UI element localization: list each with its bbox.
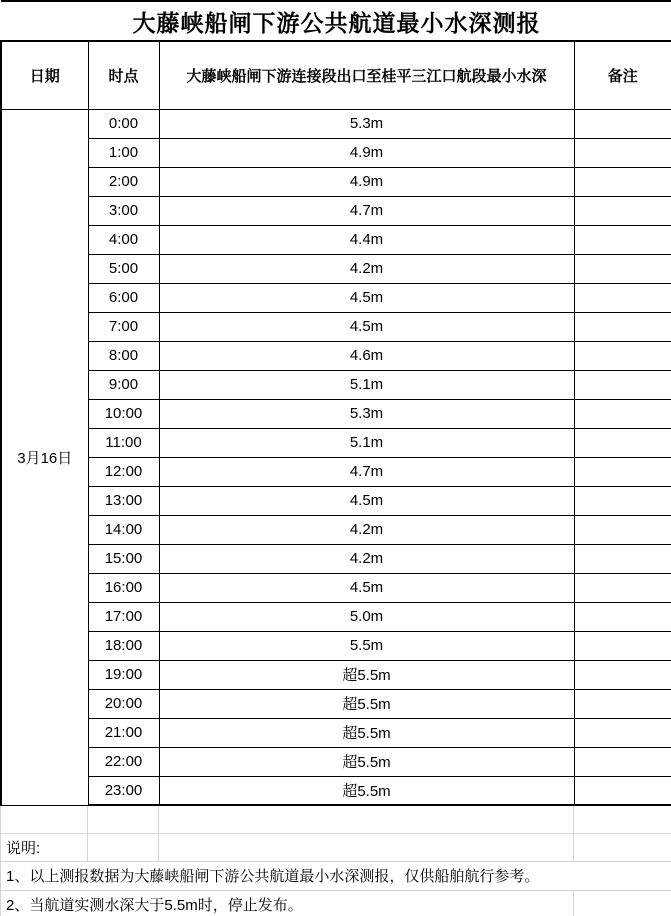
header-row bbox=[1, 41, 671, 109]
spacer-cell bbox=[574, 890, 671, 916]
time-cell: 15:00 bbox=[88, 544, 159, 573]
time-cell: 17:00 bbox=[88, 602, 159, 631]
table-row bbox=[1, 776, 671, 805]
table-body bbox=[1, 109, 671, 805]
depth-cell: 4.9m bbox=[159, 167, 574, 196]
depth-cell: 超5.5m bbox=[159, 660, 574, 689]
table-row bbox=[1, 196, 671, 225]
depth-cell: 超5.5m bbox=[159, 747, 574, 776]
note-row bbox=[1, 861, 671, 890]
column-header-remark: 备注 bbox=[574, 41, 671, 109]
time-cell: 16:00 bbox=[88, 573, 159, 602]
time-cell: 0:00 bbox=[88, 109, 159, 138]
remark-cell bbox=[574, 428, 671, 457]
time-cell: 19:00 bbox=[88, 660, 159, 689]
table-row bbox=[1, 602, 671, 631]
depth-cell: 4.4m bbox=[159, 225, 574, 254]
remark-cell bbox=[574, 602, 671, 631]
title-row bbox=[1, 1, 671, 41]
depth-cell: 5.5m bbox=[159, 631, 574, 660]
time-cell: 4:00 bbox=[88, 225, 159, 254]
time-cell: 23:00 bbox=[88, 776, 159, 805]
time-cell: 12:00 bbox=[88, 457, 159, 486]
date-cell: 3月16日 bbox=[1, 109, 88, 805]
remark-cell bbox=[574, 689, 671, 718]
time-cell: 2:00 bbox=[88, 167, 159, 196]
table-row bbox=[1, 399, 671, 428]
spacer-row bbox=[1, 806, 671, 833]
remark-cell bbox=[574, 631, 671, 660]
spacer-cell bbox=[88, 833, 159, 861]
time-cell: 21:00 bbox=[88, 718, 159, 747]
depth-cell: 4.7m bbox=[159, 457, 574, 486]
depth-cell: 超5.5m bbox=[159, 689, 574, 718]
time-cell: 20:00 bbox=[88, 689, 159, 718]
remark-cell bbox=[574, 660, 671, 689]
table-row bbox=[1, 747, 671, 776]
remark-cell bbox=[574, 196, 671, 225]
time-cell: 14:00 bbox=[88, 515, 159, 544]
depth-cell: 4.5m bbox=[159, 486, 574, 515]
spacer-cell bbox=[88, 806, 159, 833]
depth-cell: 4.5m bbox=[159, 312, 574, 341]
table-row bbox=[1, 428, 671, 457]
table-row bbox=[1, 573, 671, 602]
depth-cell: 4.6m bbox=[159, 341, 574, 370]
time-cell: 8:00 bbox=[88, 341, 159, 370]
depth-cell: 4.2m bbox=[159, 254, 574, 283]
table-row bbox=[1, 370, 671, 399]
column-header-depth: 大藤峡船闸下游连接段出口至桂平三江口航段最小水深 bbox=[159, 41, 574, 109]
spacer-cell bbox=[574, 833, 671, 861]
notes-section bbox=[0, 806, 671, 916]
remark-cell bbox=[574, 138, 671, 167]
time-cell: 22:00 bbox=[88, 747, 159, 776]
spacer-cell bbox=[159, 833, 574, 861]
note-item-2: 2、当航道实测水深大于5.5m时，停止发布。 bbox=[1, 890, 574, 916]
table-row bbox=[1, 225, 671, 254]
table-row bbox=[1, 515, 671, 544]
note-item-1: 1、以上测报数据为大藤峡船闸下游公共航道最小水深测报，仅供船舶航行参考。 bbox=[1, 861, 671, 890]
depth-cell: 超5.5m bbox=[159, 718, 574, 747]
time-cell: 5:00 bbox=[88, 254, 159, 283]
remark-cell bbox=[574, 718, 671, 747]
remark-cell bbox=[574, 283, 671, 312]
table-row bbox=[1, 138, 671, 167]
depth-cell: 5.3m bbox=[159, 399, 574, 428]
remark-cell bbox=[574, 109, 671, 138]
notes-label-row bbox=[1, 833, 671, 861]
time-cell: 18:00 bbox=[88, 631, 159, 660]
remark-cell bbox=[574, 486, 671, 515]
table-row bbox=[1, 718, 671, 747]
spacer-cell bbox=[1, 806, 88, 833]
time-cell: 7:00 bbox=[88, 312, 159, 341]
depth-cell: 5.0m bbox=[159, 602, 574, 631]
depth-cell: 4.5m bbox=[159, 573, 574, 602]
table-row bbox=[1, 660, 671, 689]
time-cell: 11:00 bbox=[88, 428, 159, 457]
time-cell: 9:00 bbox=[88, 370, 159, 399]
time-cell: 1:00 bbox=[88, 138, 159, 167]
remark-cell bbox=[574, 515, 671, 544]
table-row bbox=[1, 254, 671, 283]
table-row bbox=[1, 457, 671, 486]
table-row bbox=[1, 544, 671, 573]
depth-cell: 5.3m bbox=[159, 109, 574, 138]
remark-cell bbox=[574, 167, 671, 196]
table-row bbox=[1, 109, 671, 138]
page-title: 大藤峡船闸下游公共航道最小水深测报 bbox=[1, 1, 671, 41]
time-cell: 13:00 bbox=[88, 486, 159, 515]
time-cell: 6:00 bbox=[88, 283, 159, 312]
table-row bbox=[1, 689, 671, 718]
depth-cell: 5.1m bbox=[159, 428, 574, 457]
remark-cell bbox=[574, 254, 671, 283]
remark-cell bbox=[574, 399, 671, 428]
notes-label: 说明: bbox=[1, 833, 88, 861]
table-row bbox=[1, 631, 671, 660]
remark-cell bbox=[574, 225, 671, 254]
remark-cell bbox=[574, 747, 671, 776]
spacer-cell bbox=[159, 806, 574, 833]
spacer-cell bbox=[574, 806, 671, 833]
depth-cell: 4.5m bbox=[159, 283, 574, 312]
time-cell: 3:00 bbox=[88, 196, 159, 225]
table-row bbox=[1, 283, 671, 312]
table-row bbox=[1, 167, 671, 196]
remark-cell bbox=[574, 341, 671, 370]
time-cell: 10:00 bbox=[88, 399, 159, 428]
column-header-date: 日期 bbox=[1, 41, 88, 109]
note-row bbox=[1, 890, 671, 916]
depth-cell: 4.2m bbox=[159, 544, 574, 573]
remark-cell bbox=[574, 544, 671, 573]
remark-cell bbox=[574, 312, 671, 341]
column-header-time: 时点 bbox=[88, 41, 159, 109]
remark-cell bbox=[574, 370, 671, 399]
remark-cell bbox=[574, 573, 671, 602]
table-row bbox=[1, 486, 671, 515]
remark-cell bbox=[574, 776, 671, 805]
table-row bbox=[1, 312, 671, 341]
table-row bbox=[1, 341, 671, 370]
depth-cell: 4.9m bbox=[159, 138, 574, 167]
depth-cell: 4.2m bbox=[159, 515, 574, 544]
depth-cell: 超5.5m bbox=[159, 776, 574, 805]
remark-cell bbox=[574, 457, 671, 486]
depth-cell: 4.7m bbox=[159, 196, 574, 225]
depth-cell: 5.1m bbox=[159, 370, 574, 399]
